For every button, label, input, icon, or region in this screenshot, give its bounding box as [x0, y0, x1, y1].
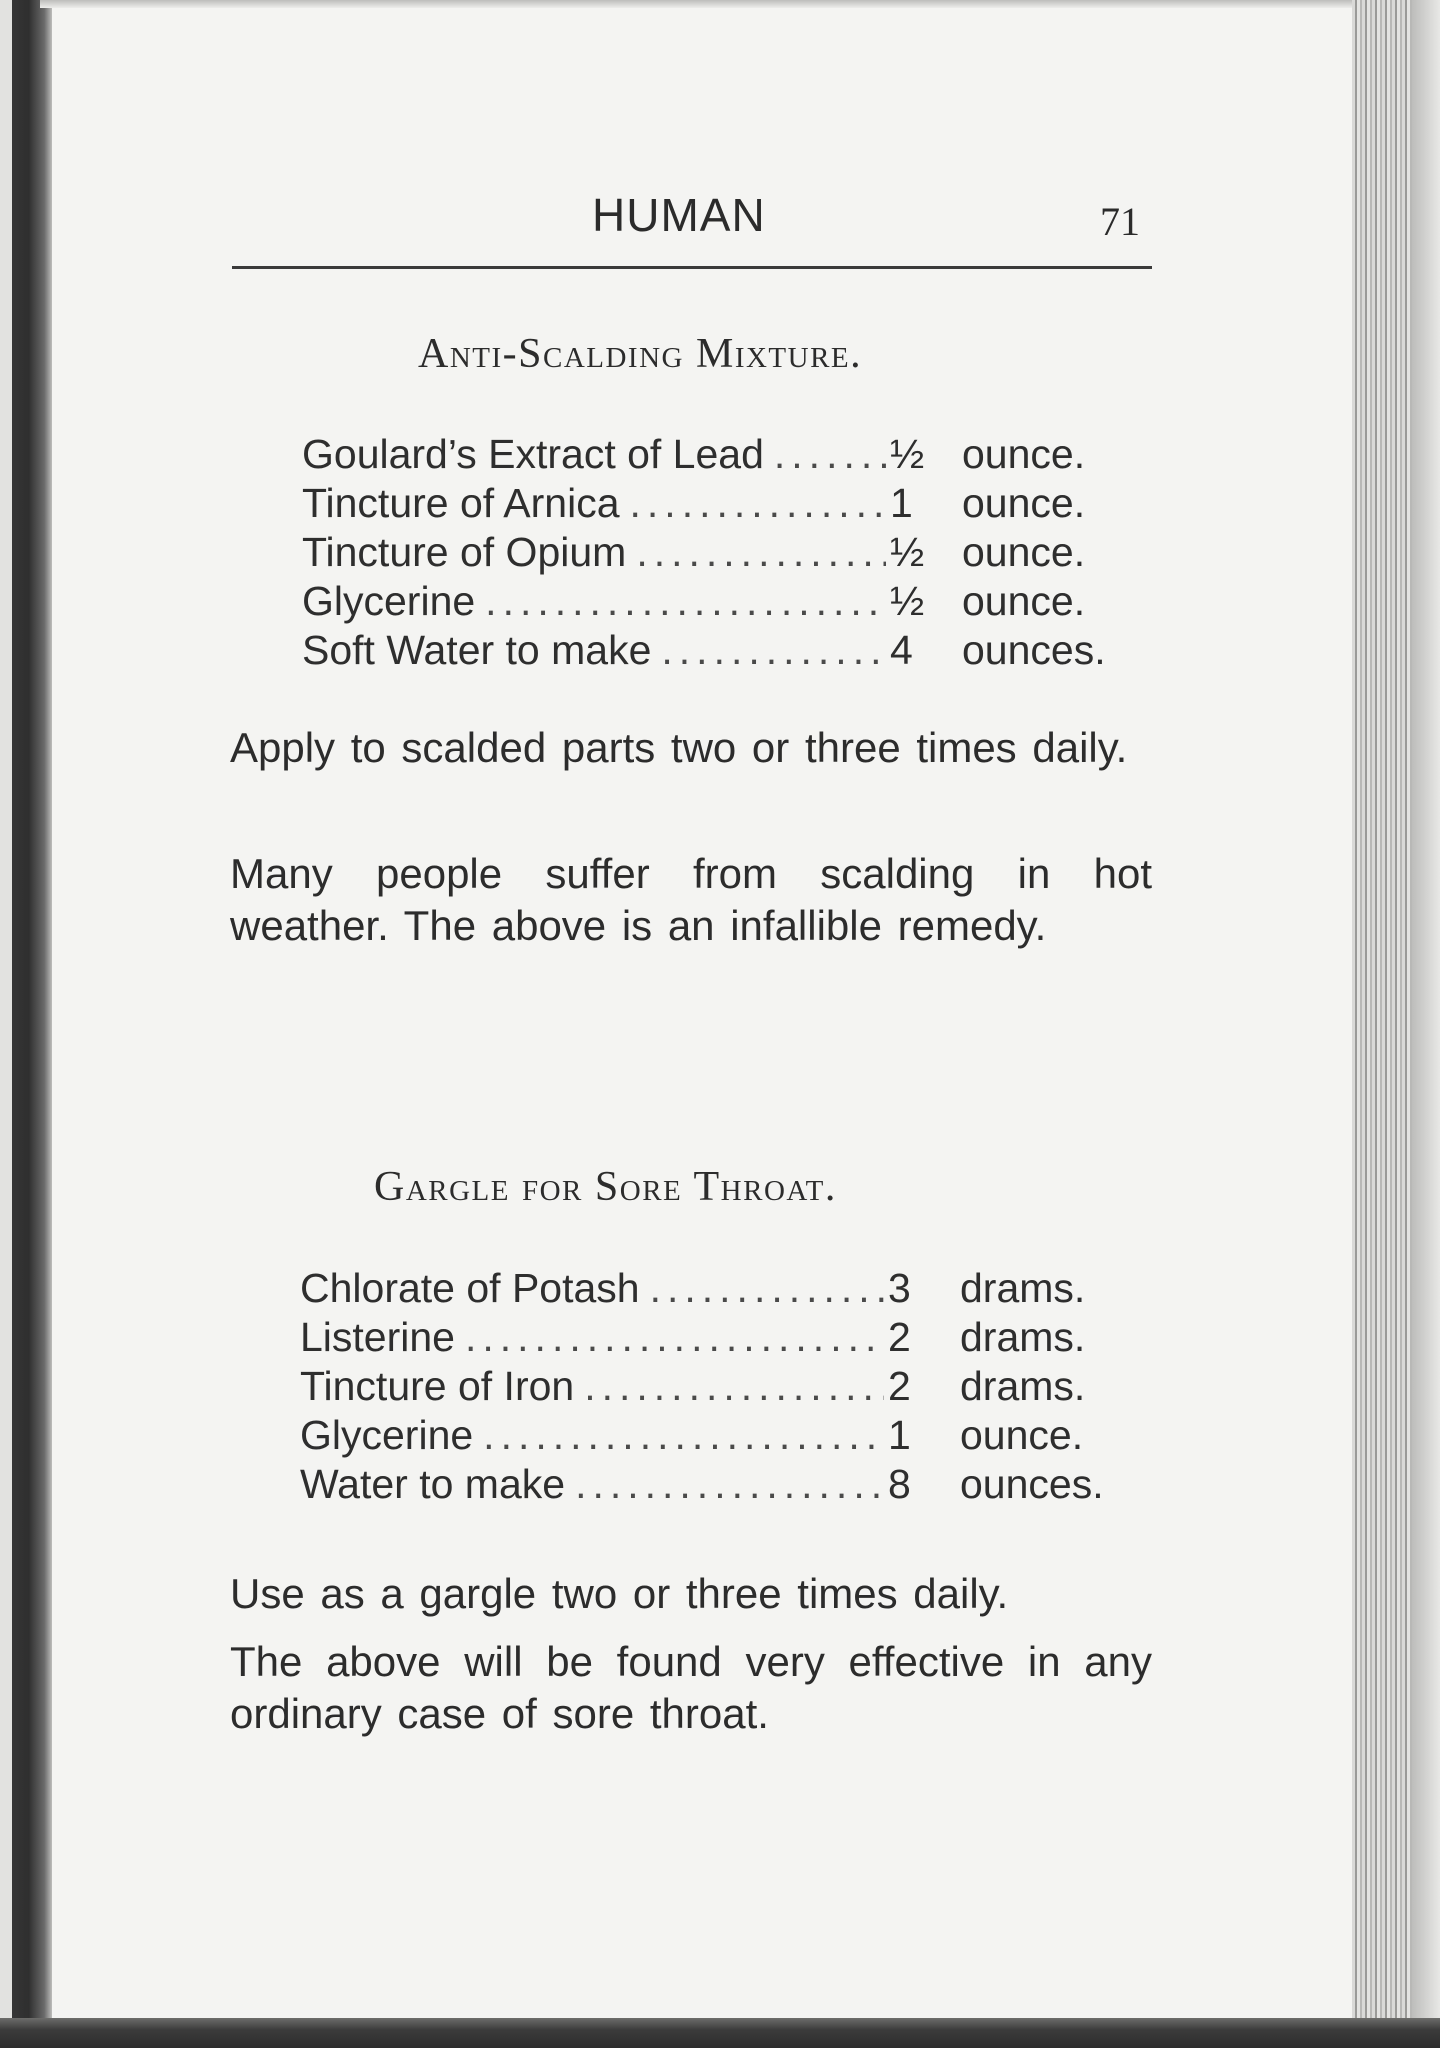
book-bottom-edge [0, 2018, 1440, 2048]
section-title-gargle: Gargle for Sore Throat. [374, 1164, 837, 1210]
header-rule [232, 266, 1152, 269]
page-top-edge [40, 0, 1370, 8]
ingredient-unit: ounces. [960, 1461, 1104, 1507]
paragraph-usage-anti-scalding: Apply to scalded parts two or three times daily. [230, 724, 1128, 771]
leader-dots [650, 1264, 884, 1313]
ingredient-name: Glycerine [302, 578, 476, 624]
leader-dots [636, 528, 886, 577]
leader-dots [465, 1313, 884, 1362]
ingredient-row [300, 1362, 1120, 1411]
leader-dots [584, 1362, 884, 1411]
ingredient-row [302, 430, 1122, 479]
ingredient-row [302, 528, 1122, 577]
section-title-anti-scalding: Anti-Scalding Mixture. [418, 331, 863, 377]
running-header [0, 188, 1440, 248]
ingredient-unit: ounces. [962, 627, 1106, 673]
ingredient-quantity: 2 [888, 1314, 911, 1360]
ingredient-quantity: 2 [888, 1363, 911, 1409]
paragraph-usage-gargle: Use as a gargle two or three times daily. [230, 1570, 1009, 1617]
ingredient-quantity: 8 [888, 1461, 911, 1507]
page-stack-edges [1352, 0, 1412, 2048]
ingredient-unit: ounce. [960, 1412, 1084, 1458]
ingredient-row [302, 577, 1122, 626]
leader-dots [575, 1460, 884, 1509]
ingredient-row [302, 479, 1122, 528]
leader-dots [661, 626, 886, 675]
ingredient-name: Listerine [300, 1314, 455, 1360]
scan-margin-right [1412, 0, 1440, 2048]
leader-dots [483, 1411, 884, 1460]
ingredient-name: Tincture of Iron [300, 1363, 575, 1409]
ingredient-name: Chlorate of Potash [300, 1265, 640, 1311]
ingredient-quantity: 1 [890, 480, 913, 526]
ingredient-unit: ounce. [962, 431, 1086, 477]
ingredient-unit: ounce. [962, 578, 1086, 624]
ingredient-row [300, 1460, 1120, 1509]
ingredient-name: Water to make [300, 1461, 566, 1507]
ingredient-name: Soft Water to make [302, 627, 652, 673]
page-number: 71 [1100, 199, 1140, 244]
leader-dots [774, 430, 886, 479]
ingredient-row [300, 1264, 1120, 1313]
ingredient-name: Tincture of Opium [302, 529, 627, 575]
ingredient-quantity: 1 [888, 1412, 911, 1458]
ingredient-name: Glycerine [300, 1412, 474, 1458]
ingredient-unit: ounce. [962, 480, 1086, 526]
ingredient-quantity: ½ [890, 431, 925, 477]
ingredient-name: Goulard’s Extract of Lead [302, 431, 764, 477]
ingredient-quantity: ½ [890, 529, 925, 575]
ingredient-quantity: ½ [890, 578, 925, 624]
ingredient-row [302, 626, 1122, 675]
ingredient-quantity: 3 [888, 1265, 911, 1311]
paragraph-remark-anti-scalding: Many people suffer from scalding in hot weather. The above is an infallible remedy. [230, 850, 1152, 949]
paragraph-remark-gargle: The above will be found very effective in any ordinary case of sore throat. [230, 1638, 1152, 1737]
ingredient-name: Tincture of Arnica [302, 480, 620, 526]
ingredient-list-anti-scalding [302, 430, 1122, 675]
ingredient-quantity: 4 [890, 627, 913, 673]
ingredient-row [300, 1313, 1120, 1362]
ingredient-unit: drams. [960, 1314, 1086, 1360]
ingredient-row [300, 1411, 1120, 1460]
running-header-title: HUMAN [592, 189, 766, 241]
leader-dots [485, 577, 886, 626]
ingredient-unit: drams. [960, 1363, 1086, 1409]
ingredient-unit: drams. [960, 1265, 1086, 1311]
ingredient-list-gargle [300, 1264, 1120, 1509]
scan-margin-left [0, 0, 12, 2048]
ingredient-unit: ounce. [962, 529, 1086, 575]
leader-dots [630, 479, 886, 528]
